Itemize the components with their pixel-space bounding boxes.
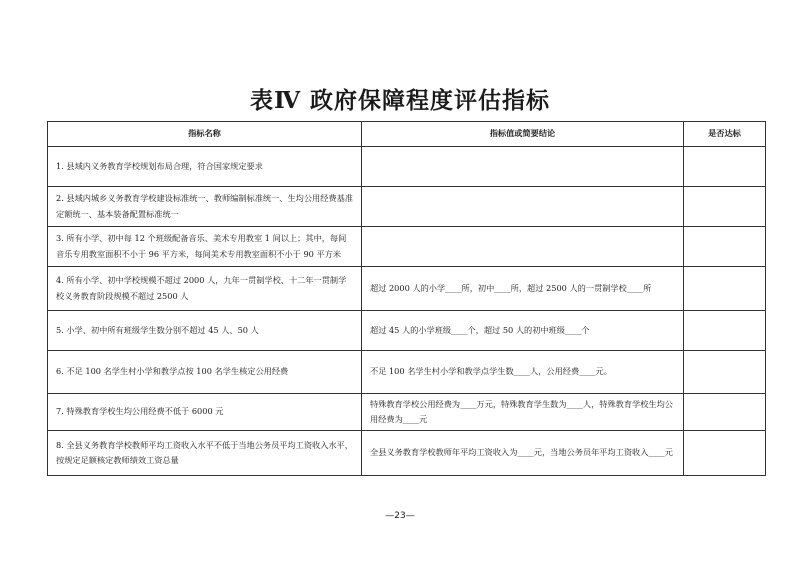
header-indicator-value: 指标值或简要结论 xyxy=(362,122,684,147)
value-cell xyxy=(362,187,684,227)
met-cell xyxy=(684,227,766,267)
indicator-cell: 7. 特殊教育学校生均公用经费不低于 6000 元 xyxy=(48,394,362,431)
value-cell: 全县义务教育学校教师年平均工资收入为____元，当地公务员年平均工资收入____元 xyxy=(362,431,684,476)
table-header-row xyxy=(48,122,766,147)
value-cell: 不足 100 名学生村小学和教学点学生数____人，公用经费____元。 xyxy=(362,351,684,394)
indicator-cell: 6. 不足 100 名学生村小学和教学点按 100 名学生核定公用经费 xyxy=(48,351,362,394)
value-cell: 超过 45 人的小学班级____个，超过 50 人的初中班级____个 xyxy=(362,311,684,351)
met-cell xyxy=(684,147,766,187)
table-row xyxy=(48,394,766,431)
value-cell xyxy=(362,227,684,267)
indicator-table xyxy=(47,121,766,476)
table-row xyxy=(48,147,766,187)
indicator-cell: 1. 县域内义务教育学校规划布局合理，符合国家规定要求 xyxy=(48,147,362,187)
page-number: —23— xyxy=(385,511,415,521)
value-cell: 超过 2000 人的小学____所，初中____所，超过 2500 人的一贯制学校____所 xyxy=(362,267,684,311)
indicator-cell: 8. 全县义务教育学校教师平均工资收入水平不低于当地公务员平均工资收入水平，按规定足额核定教师绩效工资总量 xyxy=(48,431,362,476)
indicator-cell: 5. 小学、初中所有班级学生数分别不超过 45 人、50 人 xyxy=(48,311,362,351)
table-row xyxy=(48,431,766,476)
indicator-cell: 2. 县域内城乡义务教育学校建设标准统一、教师编制标准统一、生均公用经费基准定额统一、基本装备配置标准统一 xyxy=(48,187,362,227)
met-cell xyxy=(684,394,766,431)
table-row xyxy=(48,311,766,351)
met-cell xyxy=(684,311,766,351)
table-row xyxy=(48,351,766,394)
met-cell xyxy=(684,267,766,311)
value-cell xyxy=(362,147,684,187)
header-met-standard: 是否达标 xyxy=(684,122,766,147)
met-cell xyxy=(684,431,766,476)
table-row xyxy=(48,267,766,311)
table-row xyxy=(48,187,766,227)
met-cell xyxy=(684,351,766,394)
indicator-cell: 3. 所有小学、初中每 12 个班级配备音乐、美术专用教室 1 间以上；其中，每间音乐专用教室面积不小于 96 平方米，每间美术专用教室面积不小于 90 平方米 xyxy=(48,227,362,267)
header-indicator-name: 指标名称 xyxy=(48,122,362,147)
value-cell: 特殊教育学校公用经费为____万元，特殊教育学生数为____人，特殊教育学校生均公用经费为____元 xyxy=(362,394,684,431)
table-row xyxy=(48,227,766,267)
met-cell xyxy=(684,187,766,227)
indicator-cell: 4. 所有小学、初中学校规模不超过 2000 人，九年一贯制学校、十二年一贯制学校义务教育阶段规模不超过 2500 人 xyxy=(48,267,362,311)
page-title: 表Ⅳ 政府保障程度评估指标 xyxy=(249,87,551,114)
